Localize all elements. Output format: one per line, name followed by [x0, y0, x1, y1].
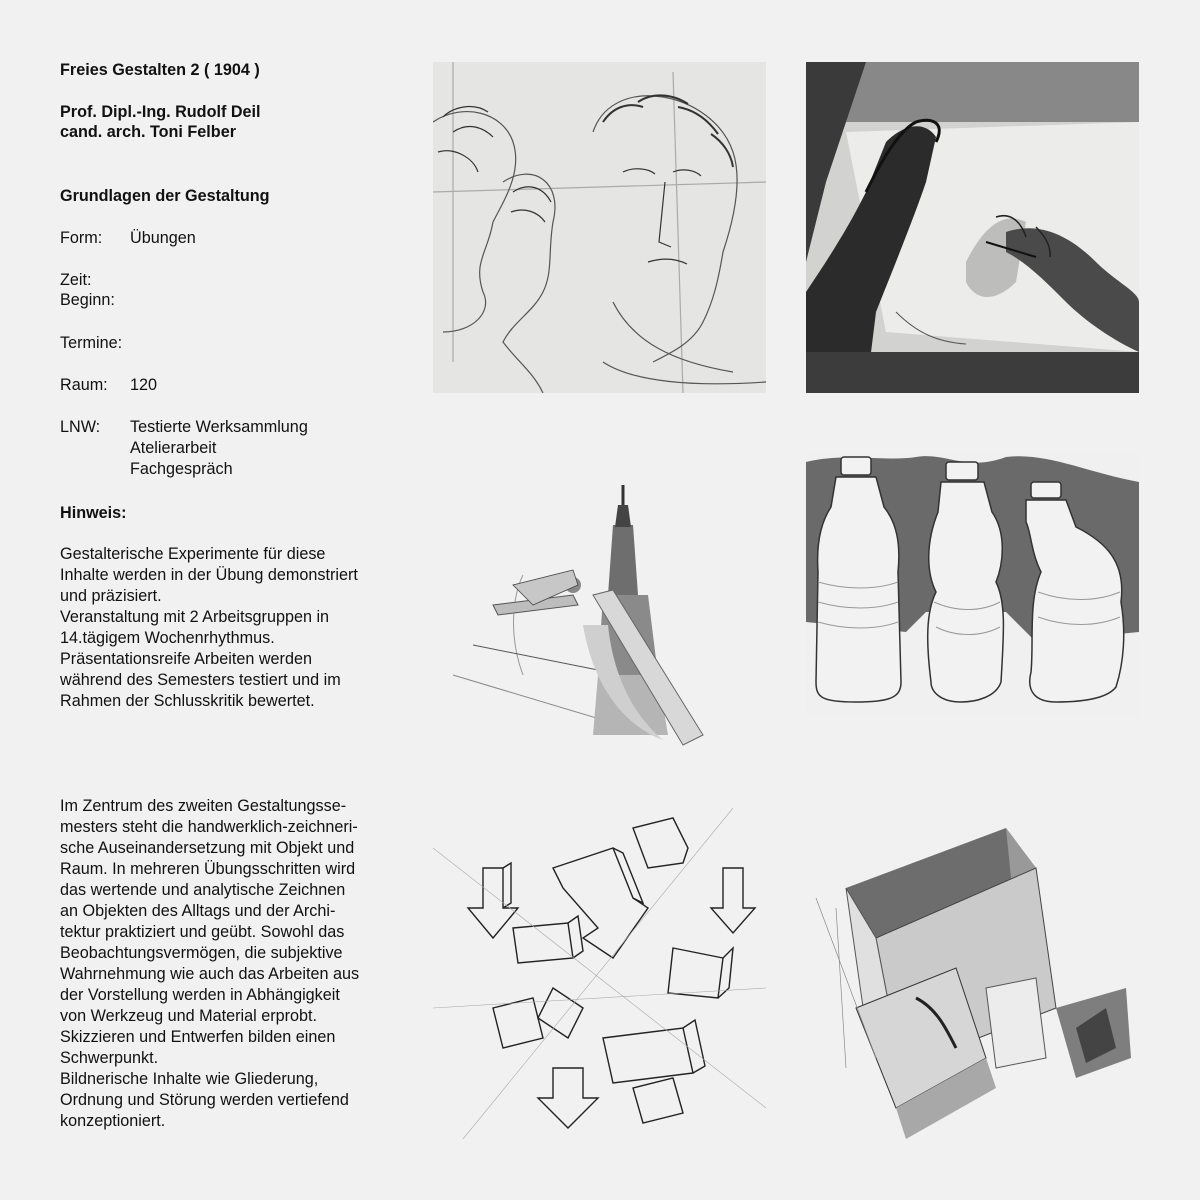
description-line: Wahrnehmung wie auch das Arbeiten aus	[60, 965, 360, 983]
plastic-bottles-drawing	[806, 452, 1139, 717]
raum-value: 120	[130, 376, 158, 394]
zeit-label: Zeit:	[60, 271, 92, 289]
field-termine	[60, 333, 130, 354]
hinweis-text	[60, 544, 400, 712]
lnw-label: LNW:	[60, 418, 101, 436]
hinweis-line: Veranstaltung mit 2 Arbeitsgruppen in	[60, 608, 330, 626]
lnw-value-1: Testierte Werksammlung	[130, 418, 308, 436]
section-title: Grundlagen der Gestaltung	[60, 187, 270, 205]
raum-label: Raum:	[60, 376, 108, 394]
hinweis-label: Hinweis:	[60, 504, 127, 522]
hinweis-line: während des Semesters testiert und im	[60, 671, 341, 689]
field-raum	[60, 375, 158, 396]
course-title: Freies Gestalten 2 ( 1904 )	[60, 61, 260, 79]
assistant-name: cand. arch. Toni Felber	[60, 123, 236, 141]
description-line: Bildnerische Inhalte wie Gliederung,	[60, 1070, 319, 1088]
beginn-label: Beginn:	[60, 291, 115, 309]
arrow-shapes-drawing	[433, 808, 766, 1139]
lnw-value-3: Fachgespräch	[130, 460, 233, 478]
field-form	[60, 228, 196, 249]
pencil-still-life-drawing	[433, 435, 766, 766]
field-zeit	[60, 270, 130, 291]
hinweis-line: und präzisiert.	[60, 587, 162, 605]
hinweis-line: Präsentationsreife Arbeiten werden	[60, 650, 312, 668]
description-line: Raum. In mehreren Übungsschritten wird	[60, 860, 356, 878]
hinweis-line: Rahmen der Schlusskritik bewertet.	[60, 692, 315, 710]
form-value: Übungen	[130, 229, 196, 247]
description-text	[60, 796, 400, 1132]
sculpture-heads-drawing	[433, 62, 766, 393]
description-line: von Werkzeug und Material erprobt.	[60, 1007, 318, 1025]
description-line: sche Auseinandersetzung mit Objekt und	[60, 839, 355, 857]
description-line: Schwerpunkt.	[60, 1049, 159, 1067]
description-line: mesters steht die handwerklich-zeichneri-	[60, 818, 358, 836]
field-beginn	[60, 290, 130, 311]
field-lnw	[60, 417, 308, 438]
description-line: das wertende und analytische Zeichnen	[60, 881, 346, 899]
professor-name: Prof. Dipl.-Ing. Rudolf Deil	[60, 103, 261, 121]
hinweis-line: Gestalterische Experimente für diese	[60, 545, 326, 563]
description-line: Ordnung und Störung werden vertiefend	[60, 1091, 349, 1109]
hand-drawing-sketch	[806, 62, 1139, 393]
termine-label: Termine:	[60, 334, 123, 352]
lnw-value-2: Atelierarbeit	[130, 439, 217, 457]
hinweis-line: 14.tägigem Wochenrhythmus.	[60, 629, 275, 647]
description-line: Im Zentrum des zweiten Gestaltungsse-	[60, 797, 347, 815]
hinweis-line: Inhalte werden in der Übung demonstriert	[60, 566, 358, 584]
form-label: Form:	[60, 229, 103, 247]
description-line: tektur praktiziert und geübt. Sowohl das	[60, 923, 345, 941]
description-line: an Objekten des Alltags und der Archi-	[60, 902, 336, 920]
description-line: Beobachtungsvermögen, die subjektive	[60, 944, 343, 962]
description-line: konzeptioniert.	[60, 1112, 166, 1130]
description-line: der Vorstellung werden in Abhängigkeit	[60, 986, 340, 1004]
boxes-drawing	[806, 808, 1139, 1139]
description-line: Skizzieren und Entwerfen bilden einen	[60, 1028, 336, 1046]
